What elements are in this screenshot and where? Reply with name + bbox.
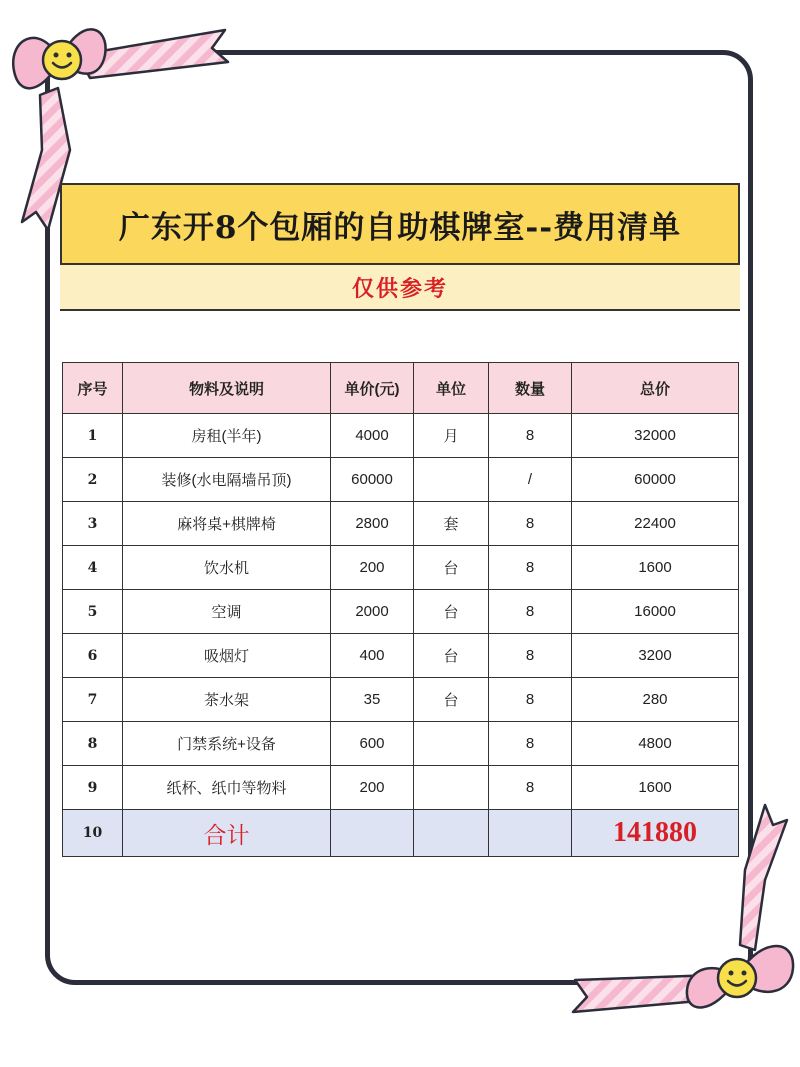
row-unit: 台 (414, 634, 489, 678)
table-row (63, 546, 739, 590)
row-unit: 台 (414, 590, 489, 634)
row-total: 60000 (572, 458, 739, 502)
row-no: 8 (63, 722, 123, 766)
row-no: 3 (63, 502, 123, 546)
table-row (63, 722, 739, 766)
row-qty: 8 (489, 590, 572, 634)
row-no: 6 (63, 634, 123, 678)
table-row (63, 766, 739, 810)
row-price: 2800 (331, 502, 414, 546)
row-qty: / (489, 458, 572, 502)
row-item: 饮水机 (123, 546, 331, 590)
row-price: 35 (331, 678, 414, 722)
table-row (63, 502, 739, 546)
table-row (63, 458, 739, 502)
row-qty: 8 (489, 722, 572, 766)
total-label: 合计 (203, 822, 250, 849)
row-price: 200 (331, 766, 414, 810)
row-total: 280 (572, 678, 739, 722)
row-qty: 8 (489, 634, 572, 678)
row-unit (414, 722, 489, 766)
header-price: 单价(元) (331, 363, 414, 414)
row-no: 4 (63, 546, 123, 590)
row-qty: 8 (489, 546, 572, 590)
table-row (63, 590, 739, 634)
row-no: 1 (63, 414, 123, 458)
total-row-no: 10 (63, 810, 123, 857)
cost-table (62, 362, 739, 857)
row-unit (414, 458, 489, 502)
total-row (63, 810, 739, 857)
row-item: 装修(水电隔墙吊顶) (123, 458, 331, 502)
row-no: 2 (63, 458, 123, 502)
page-title: 广东开8个包厢的自助棋牌室--费用清单 (60, 183, 740, 265)
header-total: 总价 (572, 363, 739, 414)
smiley-face-icon (43, 41, 81, 79)
total-label-cell (123, 810, 331, 857)
row-unit (414, 766, 489, 810)
row-total: 16000 (572, 590, 739, 634)
row-unit: 套 (414, 502, 489, 546)
row-price: 200 (331, 546, 414, 590)
total-empty-cell (489, 810, 572, 857)
row-unit: 台 (414, 678, 489, 722)
row-item: 麻将桌+棋牌椅 (123, 502, 331, 546)
row-total: 4800 (572, 722, 739, 766)
row-no: 9 (63, 766, 123, 810)
row-price: 4000 (331, 414, 414, 458)
row-qty: 8 (489, 678, 572, 722)
row-no: 5 (63, 590, 123, 634)
row-price: 2000 (331, 590, 414, 634)
total-empty-cell (414, 810, 489, 857)
row-price: 400 (331, 634, 414, 678)
row-no: 7 (63, 678, 123, 722)
header-qty: 数量 (489, 363, 572, 414)
row-item: 茶水架 (123, 678, 331, 722)
total-empty-cell (331, 810, 414, 857)
row-item: 房租(半年) (123, 414, 331, 458)
table-header-row (63, 363, 739, 414)
row-total: 3200 (572, 634, 739, 678)
row-qty: 8 (489, 502, 572, 546)
row-item: 空调 (123, 590, 331, 634)
row-total: 22400 (572, 502, 739, 546)
row-item: 吸烟灯 (123, 634, 331, 678)
page-subtitle: 仅供参考 (60, 265, 740, 311)
header-item: 物料及说明 (123, 363, 331, 414)
table-row (63, 678, 739, 722)
row-total: 32000 (572, 414, 739, 458)
table-row (63, 414, 739, 458)
row-unit: 月 (414, 414, 489, 458)
total-value-cell (572, 810, 739, 857)
total-value: 141880 (613, 817, 697, 848)
row-total: 1600 (572, 766, 739, 810)
row-item: 门禁系统+设备 (123, 722, 331, 766)
row-total: 1600 (572, 546, 739, 590)
row-item: 纸杯、纸巾等物料 (123, 766, 331, 810)
row-unit: 台 (414, 546, 489, 590)
header-no: 序号 (63, 363, 123, 414)
smiley-face-icon (718, 959, 756, 997)
row-qty: 8 (489, 414, 572, 458)
row-price: 60000 (331, 458, 414, 502)
header-unit: 单位 (414, 363, 489, 414)
row-price: 600 (331, 722, 414, 766)
row-qty: 8 (489, 766, 572, 810)
table-row (63, 634, 739, 678)
